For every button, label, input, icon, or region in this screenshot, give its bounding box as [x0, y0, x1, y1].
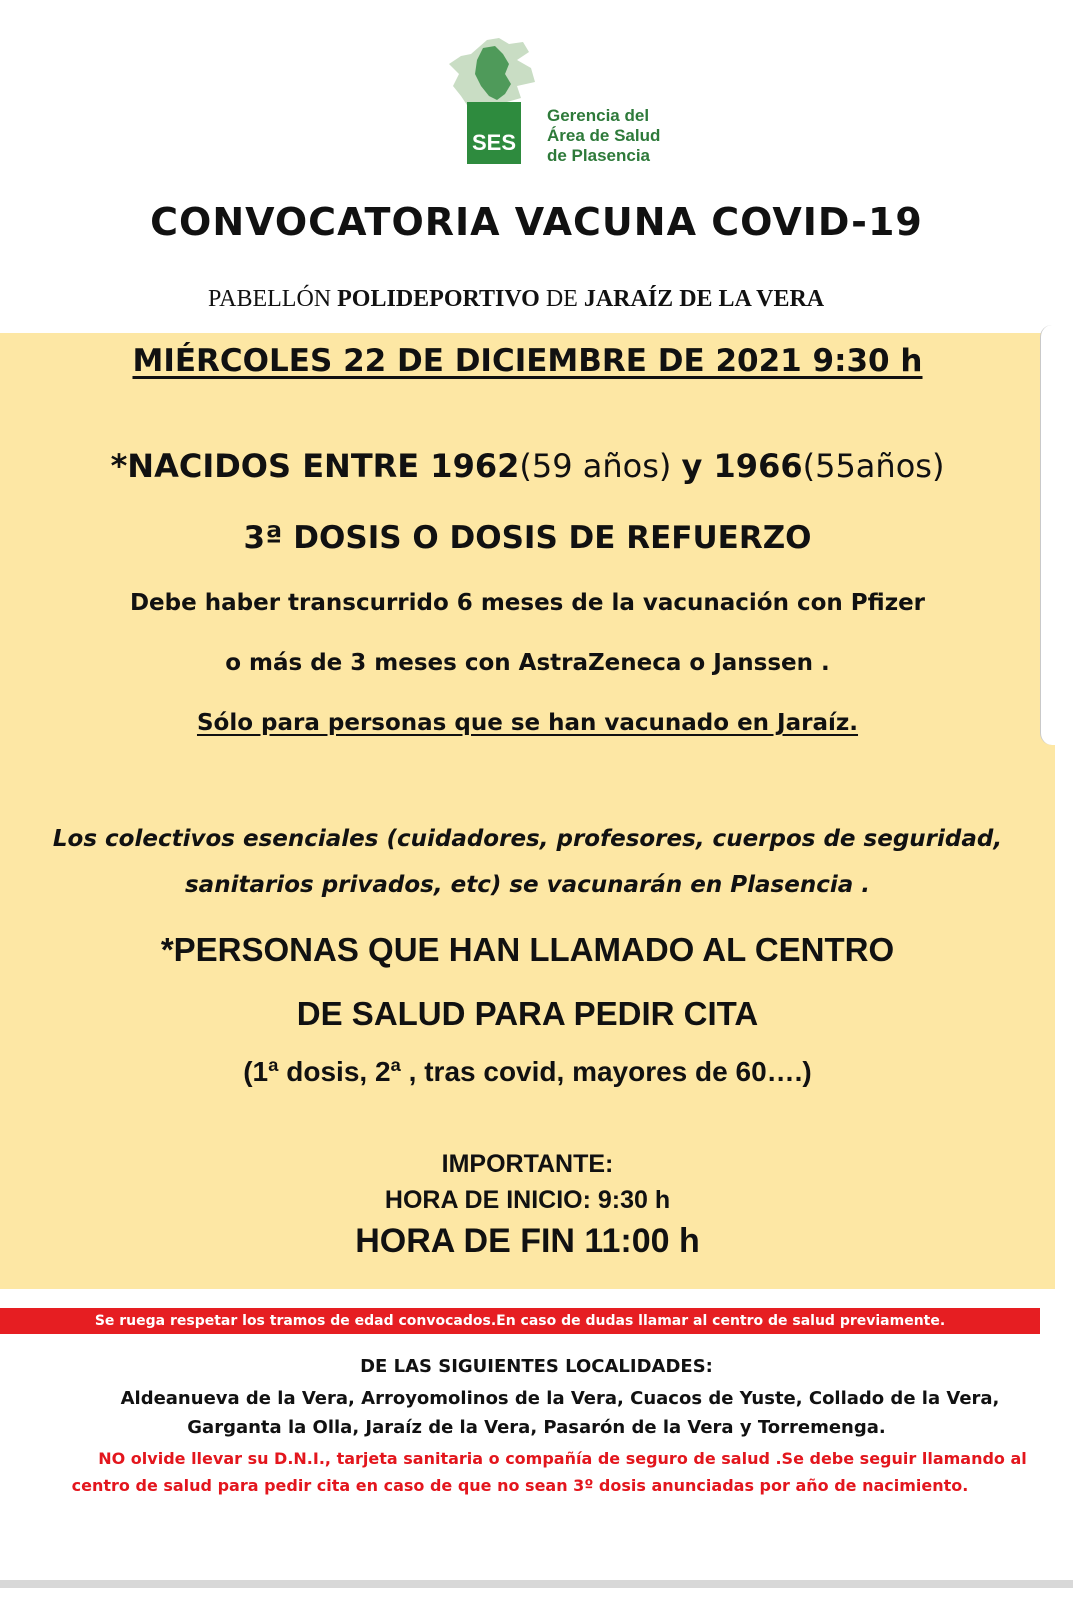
called-people-line-1: *PERSONAS QUE HAN LLAMADO AL CENTRO [160, 931, 895, 968]
essential-groups-line-2: sanitarios privados, etc) se vacunarán en Plasencia . [184, 872, 870, 898]
end-time: HORA DE FIN 11:00 h [355, 1222, 700, 1260]
start-time: HORA DE INICIO: 9:30 h [384, 1186, 671, 1214]
requirement-line-2: o más de 3 meses con AstraZeneca o Janssen . [225, 650, 830, 676]
warning-line-2: centro de salud para pedir cita en caso de que no sean 3º dosis anunciadas por año de nacimiento. [71, 1476, 969, 1495]
called-people-line-2: DE SALUD PARA PEDIR CITA [296, 995, 759, 1032]
dose-heading: 3ª DOSIS O DOSIS DE REFUERZO [243, 520, 812, 556]
localities-line-2: Garganta la Olla, Jaraíz de la Vera, Pasarón de la Vera y Torremenga. [187, 1417, 886, 1438]
subtitle-bold-1: POLIDEPORTIVO [337, 286, 540, 312]
age-notice-bar: Se ruega respetar los tramos de edad convocados.En caso de dudas llamar al centro de salud previamente. [0, 1308, 1040, 1334]
page-title: CONVOCATORIA VACUNA COVID-19 [150, 200, 923, 244]
venue-subtitle [208, 286, 824, 313]
birth-range-d: (55años) [802, 447, 945, 485]
localities-line-1: Aldeanueva de la Vera, Arroyomolinos de la Vera, Cuacos de Yuste, Collado de la Vera, [120, 1388, 1000, 1409]
requirement-line-3: Sólo para personas que se han vacunado en Jaraíz. [196, 710, 859, 736]
logo-line-3: de Plasencia [547, 146, 651, 165]
logo-abbr: SES [471, 130, 517, 155]
logo-line-1: Gerencia del [547, 106, 650, 125]
ses-logo [447, 38, 687, 173]
birth-range-a: *NACIDOS ENTRE 1962 [110, 447, 520, 485]
birth-range-b: (59 años) [519, 447, 682, 485]
logo-line-2: Área de Salud [547, 126, 661, 145]
subtitle-bold-2: JARAÍZ DE LA VERA [583, 286, 825, 312]
bottom-divider [0, 1580, 1073, 1588]
requirement-line-1: Debe haber transcurrido 6 meses de la vacunación con Pfizer [129, 590, 926, 616]
birth-range-c: y 1966 [681, 447, 803, 485]
event-date: MIÉRCOLES 22 DE DICIEMBRE DE 2021 9:30 h [132, 343, 923, 379]
subtitle-mid: DE [539, 286, 584, 312]
subtitle-prefix: PABELLÓN [208, 286, 338, 312]
localities-heading: DE LAS SIGUIENTES LOCALIDADES: [360, 1356, 713, 1377]
extremadura-map-icon [447, 38, 547, 173]
called-people-line-3: (1ª dosis, 2ª , tras covid, mayores de 60….) [243, 1056, 812, 1087]
essential-groups-line-1: Los colectivos esenciales (cuidadores, profesores, cuerpos de seguridad, [52, 826, 1003, 852]
important-label: IMPORTANTE: [441, 1150, 614, 1178]
warning-line-1: NO olvide llevar su D.N.I., tarjeta sanitaria o compañía de seguro de salud .Se debe seguir llamando al [98, 1449, 1027, 1468]
logo-text [547, 106, 660, 166]
birth-range [0, 447, 1055, 485]
